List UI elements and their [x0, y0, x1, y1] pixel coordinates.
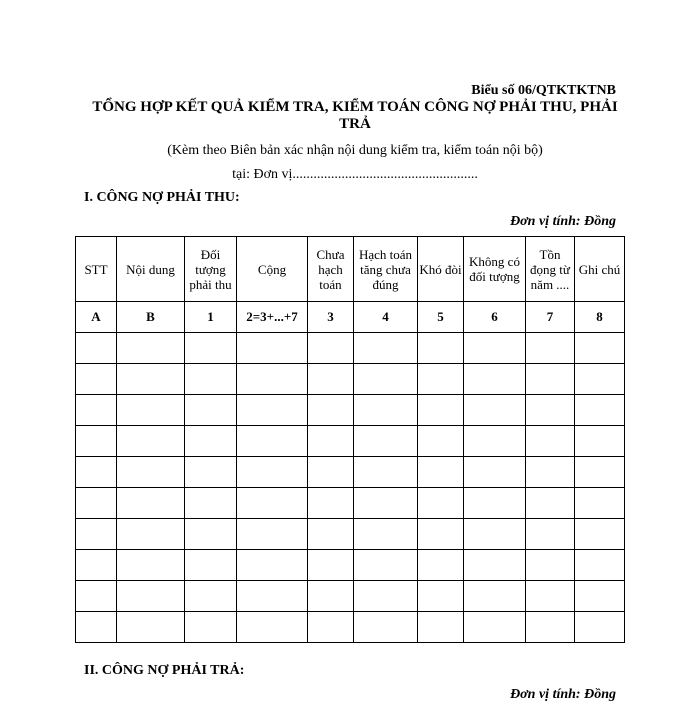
table-cell [237, 333, 308, 364]
index-cell: 2=3+...+7 [237, 302, 308, 333]
table-cell [185, 364, 237, 395]
table-index-row [76, 302, 625, 333]
index-cell: 7 [526, 302, 575, 333]
table-cell [418, 426, 464, 457]
table-row [76, 488, 625, 519]
table-cell [418, 457, 464, 488]
table-cell [418, 581, 464, 612]
table-cell [117, 550, 185, 581]
table-cell [354, 333, 418, 364]
header-unrecorded: Chưa hạch toán [308, 237, 354, 302]
table-cell [117, 395, 185, 426]
table-cell [308, 457, 354, 488]
table-cell [526, 364, 575, 395]
table-cell [464, 488, 526, 519]
index-cell: 4 [354, 302, 418, 333]
table-cell [526, 519, 575, 550]
table-cell [76, 581, 117, 612]
table-cell [76, 488, 117, 519]
table-cell [237, 457, 308, 488]
header-total: Cộng [237, 237, 308, 302]
table-cell [354, 581, 418, 612]
table-cell [464, 519, 526, 550]
header-notes: Ghi chú [575, 237, 625, 302]
table-cell [575, 612, 625, 643]
table-cell [76, 395, 117, 426]
table-cell [575, 581, 625, 612]
table-cell [354, 426, 418, 457]
table-cell [76, 612, 117, 643]
index-cell: 1 [185, 302, 237, 333]
table-cell [237, 488, 308, 519]
table-cell [464, 457, 526, 488]
table-row [76, 457, 625, 488]
table-cell [575, 519, 625, 550]
table-cell [354, 612, 418, 643]
table-cell [526, 488, 575, 519]
table-cell [117, 426, 185, 457]
header-stt: STT [76, 237, 117, 302]
document-title: TỔNG HỢP KẾT QUẢ KIỂM TRA, KIỂM TOÁN CÔNG NỢ PHẢI THU, PHẢI TRẢ [92, 99, 618, 132]
table-row [76, 581, 625, 612]
header-receivable-party: Đối tượng phải thu [185, 237, 237, 302]
section-receivables-title: I. CÔNG NỢ PHẢI THU: [84, 190, 240, 205]
table-cell [76, 333, 117, 364]
table-cell [237, 395, 308, 426]
table-cell [418, 333, 464, 364]
table-header-row [76, 237, 625, 302]
index-cell: A [76, 302, 117, 333]
table-cell [117, 457, 185, 488]
table-cell [237, 426, 308, 457]
table-cell [237, 519, 308, 550]
index-cell: B [117, 302, 185, 333]
table-cell [117, 488, 185, 519]
table-cell [464, 333, 526, 364]
table-cell [76, 457, 117, 488]
table-cell [117, 612, 185, 643]
table-cell [526, 333, 575, 364]
table-row [76, 364, 625, 395]
section-receivables-unit: Đơn vị tính: Đồng [510, 214, 616, 229]
table-cell [575, 364, 625, 395]
table-cell [575, 333, 625, 364]
table-row [76, 426, 625, 457]
table-cell [464, 395, 526, 426]
table-cell [575, 550, 625, 581]
header-no-party: Không có đối tượng [464, 237, 526, 302]
table-cell [185, 395, 237, 426]
header-outstanding-since: Tồn đọng từ năm .... [526, 237, 575, 302]
table-cell [575, 488, 625, 519]
table-cell [117, 333, 185, 364]
table-row [76, 395, 625, 426]
table-cell [185, 519, 237, 550]
table-cell [354, 488, 418, 519]
table-cell [76, 519, 117, 550]
table-cell [464, 364, 526, 395]
table-cell [308, 612, 354, 643]
table-cell [76, 550, 117, 581]
header-doubtful: Khó đòi [418, 237, 464, 302]
table-cell [185, 612, 237, 643]
table-cell [237, 581, 308, 612]
table-cell [308, 364, 354, 395]
table-cell [117, 581, 185, 612]
table-cell [354, 457, 418, 488]
table-cell [526, 457, 575, 488]
table-cell [526, 426, 575, 457]
table-cell [418, 519, 464, 550]
table-cell [575, 395, 625, 426]
table-cell [526, 395, 575, 426]
table-row [76, 612, 625, 643]
table-cell [308, 550, 354, 581]
table-cell [237, 612, 308, 643]
table-cell [354, 550, 418, 581]
table-cell [185, 550, 237, 581]
table-cell [526, 581, 575, 612]
table-cell [308, 488, 354, 519]
table-cell [185, 581, 237, 612]
table-cell [308, 519, 354, 550]
table-cell [464, 581, 526, 612]
table-cell [464, 550, 526, 581]
index-cell: 3 [308, 302, 354, 333]
table-cell [308, 333, 354, 364]
table-cell [526, 612, 575, 643]
table-cell [237, 550, 308, 581]
table-cell [418, 550, 464, 581]
table-cell [308, 581, 354, 612]
table-cell [185, 333, 237, 364]
table-cell [76, 364, 117, 395]
table-cell [117, 519, 185, 550]
table-cell [308, 395, 354, 426]
table-cell [308, 426, 354, 457]
table-cell [526, 550, 575, 581]
table-cell [418, 395, 464, 426]
table-cell [76, 426, 117, 457]
table-cell [575, 457, 625, 488]
index-cell: 5 [418, 302, 464, 333]
document-subtitle: (Kèm theo Biên bản xác nhận nội dung kiểm tra, kiểm toán nội bộ) [167, 143, 543, 158]
header-content: Nội dung [117, 237, 185, 302]
table-cell [354, 364, 418, 395]
section-payables-title: II. CÔNG NỢ PHẢI TRẢ: [84, 663, 245, 678]
table-cell [354, 519, 418, 550]
table-row [76, 519, 625, 550]
table-cell [418, 488, 464, 519]
receivables-table [75, 236, 625, 643]
unit-name-line: tại: Đơn vị..................................................... [232, 167, 478, 182]
table-cell [185, 457, 237, 488]
table-cell [575, 426, 625, 457]
table-cell [464, 612, 526, 643]
table-cell [418, 364, 464, 395]
index-cell: 6 [464, 302, 526, 333]
table-cell [185, 426, 237, 457]
form-code: Biểu số 06/QTKTKTNB [471, 83, 616, 98]
index-cell: 8 [575, 302, 625, 333]
table-row [76, 333, 625, 364]
section-payables-unit: Đơn vị tính: Đồng [510, 687, 616, 702]
table-cell [464, 426, 526, 457]
table-cell [117, 364, 185, 395]
header-incorrect-increase: Hạch toán tăng chưa đúng [354, 237, 418, 302]
table-row [76, 550, 625, 581]
table-cell [185, 488, 237, 519]
table-cell [237, 364, 308, 395]
table-cell [354, 395, 418, 426]
table-cell [418, 612, 464, 643]
